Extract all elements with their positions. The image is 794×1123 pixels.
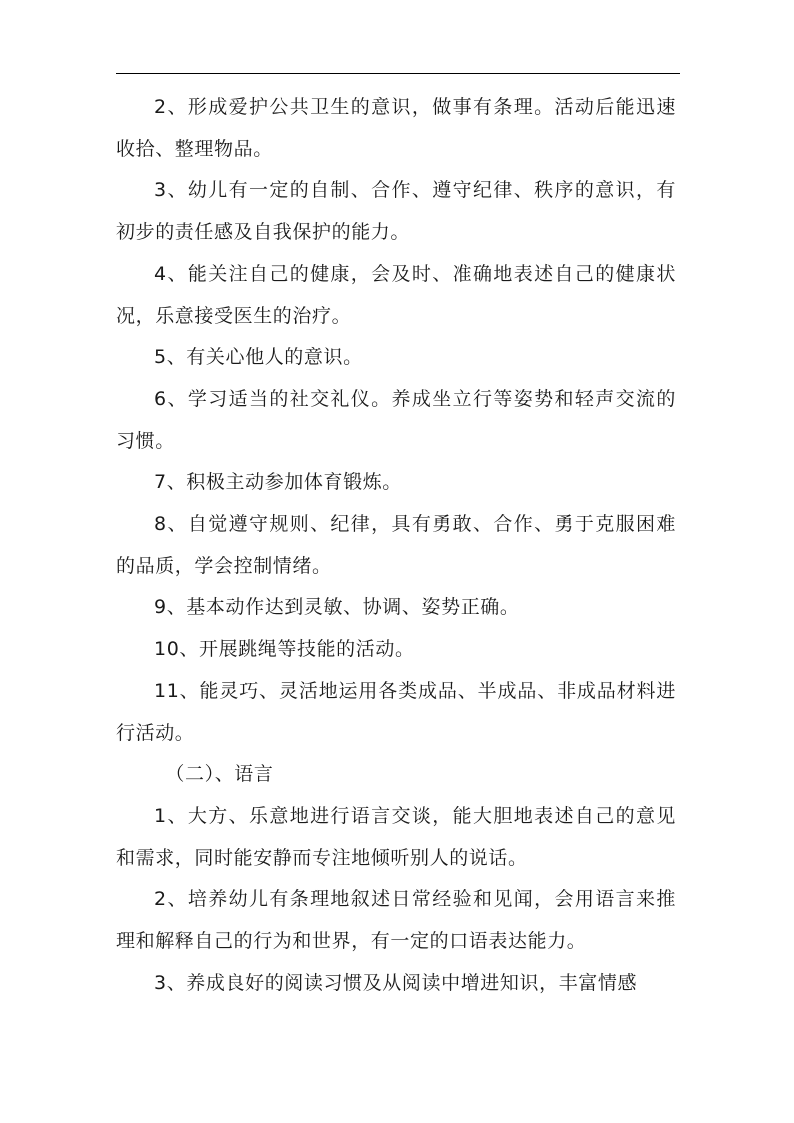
paragraph-item-10: 10、开展跳绳等技能的活动。 xyxy=(154,638,415,661)
paragraph-language-1: 1、大方、乐意地进行语言交谈，能大胆地表述自己的意见和需求，同时能安静而专注地倾听别人的说话。 xyxy=(116,804,676,869)
paragraph-language-2: 2、培养幼儿有条理地叙述日常经验和见闻，会用语言来推理和解释自己的行为和世界，有一定的口语表达能力。 xyxy=(116,888,676,953)
section-heading-language: （二）、语言 xyxy=(165,763,274,786)
paragraph-item-2: 2、形成爱护公共卫生的意识，做事有条理。活动后能迅速收拾、整理物品。 xyxy=(116,96,676,160)
header-rule xyxy=(116,73,680,74)
paragraph-item-3: 3、幼儿有一定的自制、合作、遵守纪律、秩序的意识，有初步的责任感及自我保护的能力。 xyxy=(116,179,676,244)
document-body xyxy=(116,87,676,1004)
paragraph-language-3: 3、养成良好的阅读习惯及从阅读中增进知识，丰富情感 xyxy=(154,971,638,994)
paragraph-item-7: 7、积极主动参加体育锻炼。 xyxy=(154,471,402,494)
paragraph-item-4: 4、能关注自己的健康，会及时、准确地表述自己的健康状况，乐意接受医生的治疗。 xyxy=(116,262,676,327)
paragraph-item-5: 5、有关心他人的意识。 xyxy=(154,346,363,369)
paragraph-item-8: 8、自觉遵守规则、纪律，具有勇敢、合作、勇于克服困难的品质，学会控制情绪。 xyxy=(116,513,676,577)
paragraph-item-6: 6、学习适当的社交礼仪。养成坐立行等姿势和轻声交流的习惯。 xyxy=(116,387,676,452)
paragraph-item-9: 9、基本动作达到灵敏、协调、姿势正确。 xyxy=(154,596,520,619)
paragraph-item-11: 11、能灵巧、灵活地运用各类成品、半成品、非成品材料进行活动。 xyxy=(116,679,676,744)
